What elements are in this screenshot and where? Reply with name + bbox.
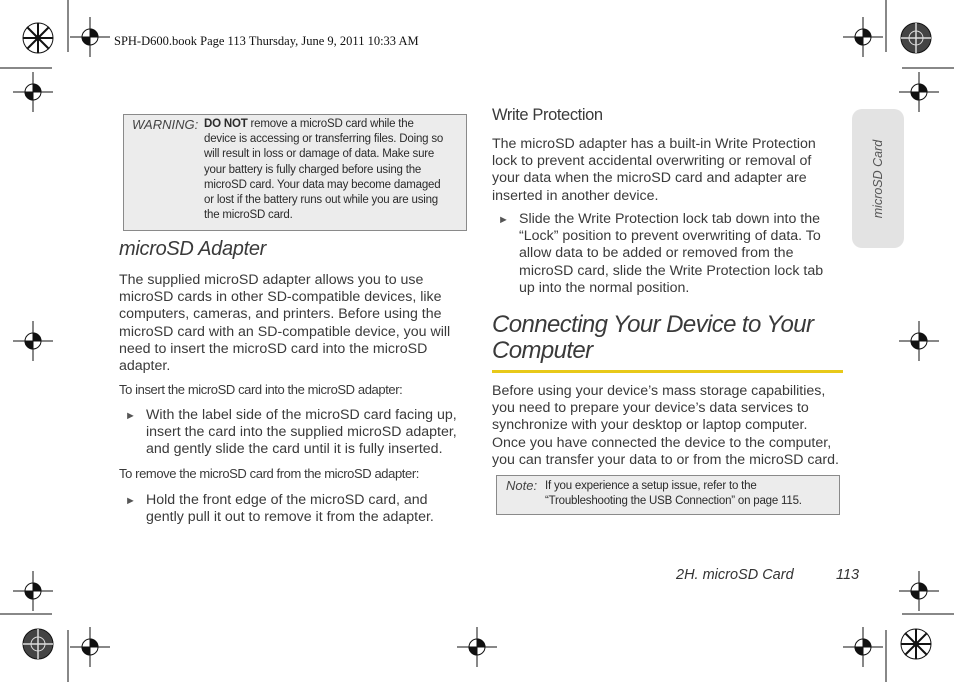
crosshair-icon (13, 321, 53, 361)
section-side-tab (852, 109, 904, 248)
write-protection-step: Slide the Write Protection lock tab down into the “Lock” position to prevent overwriting of data. To allow data to be added or removed from the microSD card, slide the Write Protection lock tab up into the normal position. (519, 211, 824, 296)
warning-text (204, 117, 464, 223)
crosshair-icon (899, 321, 939, 361)
color-wheel-icon (900, 22, 932, 54)
bullet-icon: ► (125, 410, 136, 422)
crosshair-icon (13, 571, 53, 611)
crosshair-icon (899, 72, 939, 112)
crosshair-icon (70, 17, 110, 57)
connecting-title: Connecting Your Device to Your Computer (492, 311, 814, 364)
warning-box (123, 114, 467, 231)
warning-line: DO NOT remove a microSD card while the (204, 118, 414, 130)
page-number: 113 (836, 567, 860, 583)
insert-intro: To insert the microSD card into the microSD adapter: (119, 382, 403, 397)
color-wheel-icon (22, 628, 54, 660)
warning-label: WARNING: (132, 117, 199, 132)
color-wheel-icon (22, 22, 54, 54)
print-header: SPH-D600.book Page 113 Thursday, June 9, 2011 10:33 AM (114, 34, 419, 48)
note-box (496, 475, 840, 515)
warning-line: device is accessing or transferring files. Doing so (204, 133, 444, 146)
warning-line: microSD card. Your data may become damaged (204, 178, 441, 191)
remove-step: Hold the front edge of the microSD card, and gently pull it out to remove it from the adapter. (146, 492, 434, 526)
note-label: Note: (506, 478, 538, 493)
crosshair-icon (13, 72, 53, 112)
warning-line: will result in loss or damage of data. Make sure (204, 148, 435, 161)
color-wheel-icon (900, 628, 932, 660)
write-protection-paragraph: The microSD adapter has a built-in Write Protection lock to prevent accidental overwriting or removal of your data when the microSD card and adapter are inserted in another device. (492, 136, 816, 204)
side-tab-label: microSD Card (871, 139, 885, 218)
crosshair-icon (70, 627, 110, 667)
adapter-paragraph: The supplied microSD adapter allows you to use microSD cards in other SD-compatible devices, like computers, cameras, and printers. Before using the microSD card with an SD-compatible device, you will need to insert the microSD card into the microSD adapter. (119, 272, 451, 375)
write-protection-heading: Write Protection (492, 106, 603, 124)
crosshair-icon (899, 571, 939, 611)
crosshair-icon (843, 17, 883, 57)
footer-section: 2H. microSD Card (676, 567, 794, 583)
title-rule (492, 370, 843, 373)
remove-intro: To remove the microSD card from the microSD adapter: (119, 466, 419, 481)
crosshair-icon (843, 627, 883, 667)
bullet-icon: ► (125, 495, 136, 507)
note-text: If you experience a setup issue, refer to the “Troubleshooting the USB Connection” on page 115. (545, 480, 802, 508)
warning-line: or lost if the battery runs out while you are using (204, 194, 438, 207)
warning-bold-lead: DO NOT (204, 118, 248, 130)
connecting-paragraph: Before using your device’s mass storage capabilities, you need to prepare your device’s data services to synchronize with your desktop or laptop computer. Once you have connected the device to the computer, you can transfer your data to or from the microSD card. (492, 383, 839, 468)
crosshair-icon (457, 627, 497, 667)
warning-line: the microSD card. (204, 209, 293, 222)
bullet-icon: ► (498, 214, 509, 226)
adapter-heading: microSD Adapter (119, 238, 267, 260)
warning-line: your battery is fully charged before using the (204, 163, 422, 176)
insert-step: With the label side of the microSD card facing up, insert the card into the supplied microSD adapter, and gently slide the card until it is fully inserted. (146, 407, 457, 458)
